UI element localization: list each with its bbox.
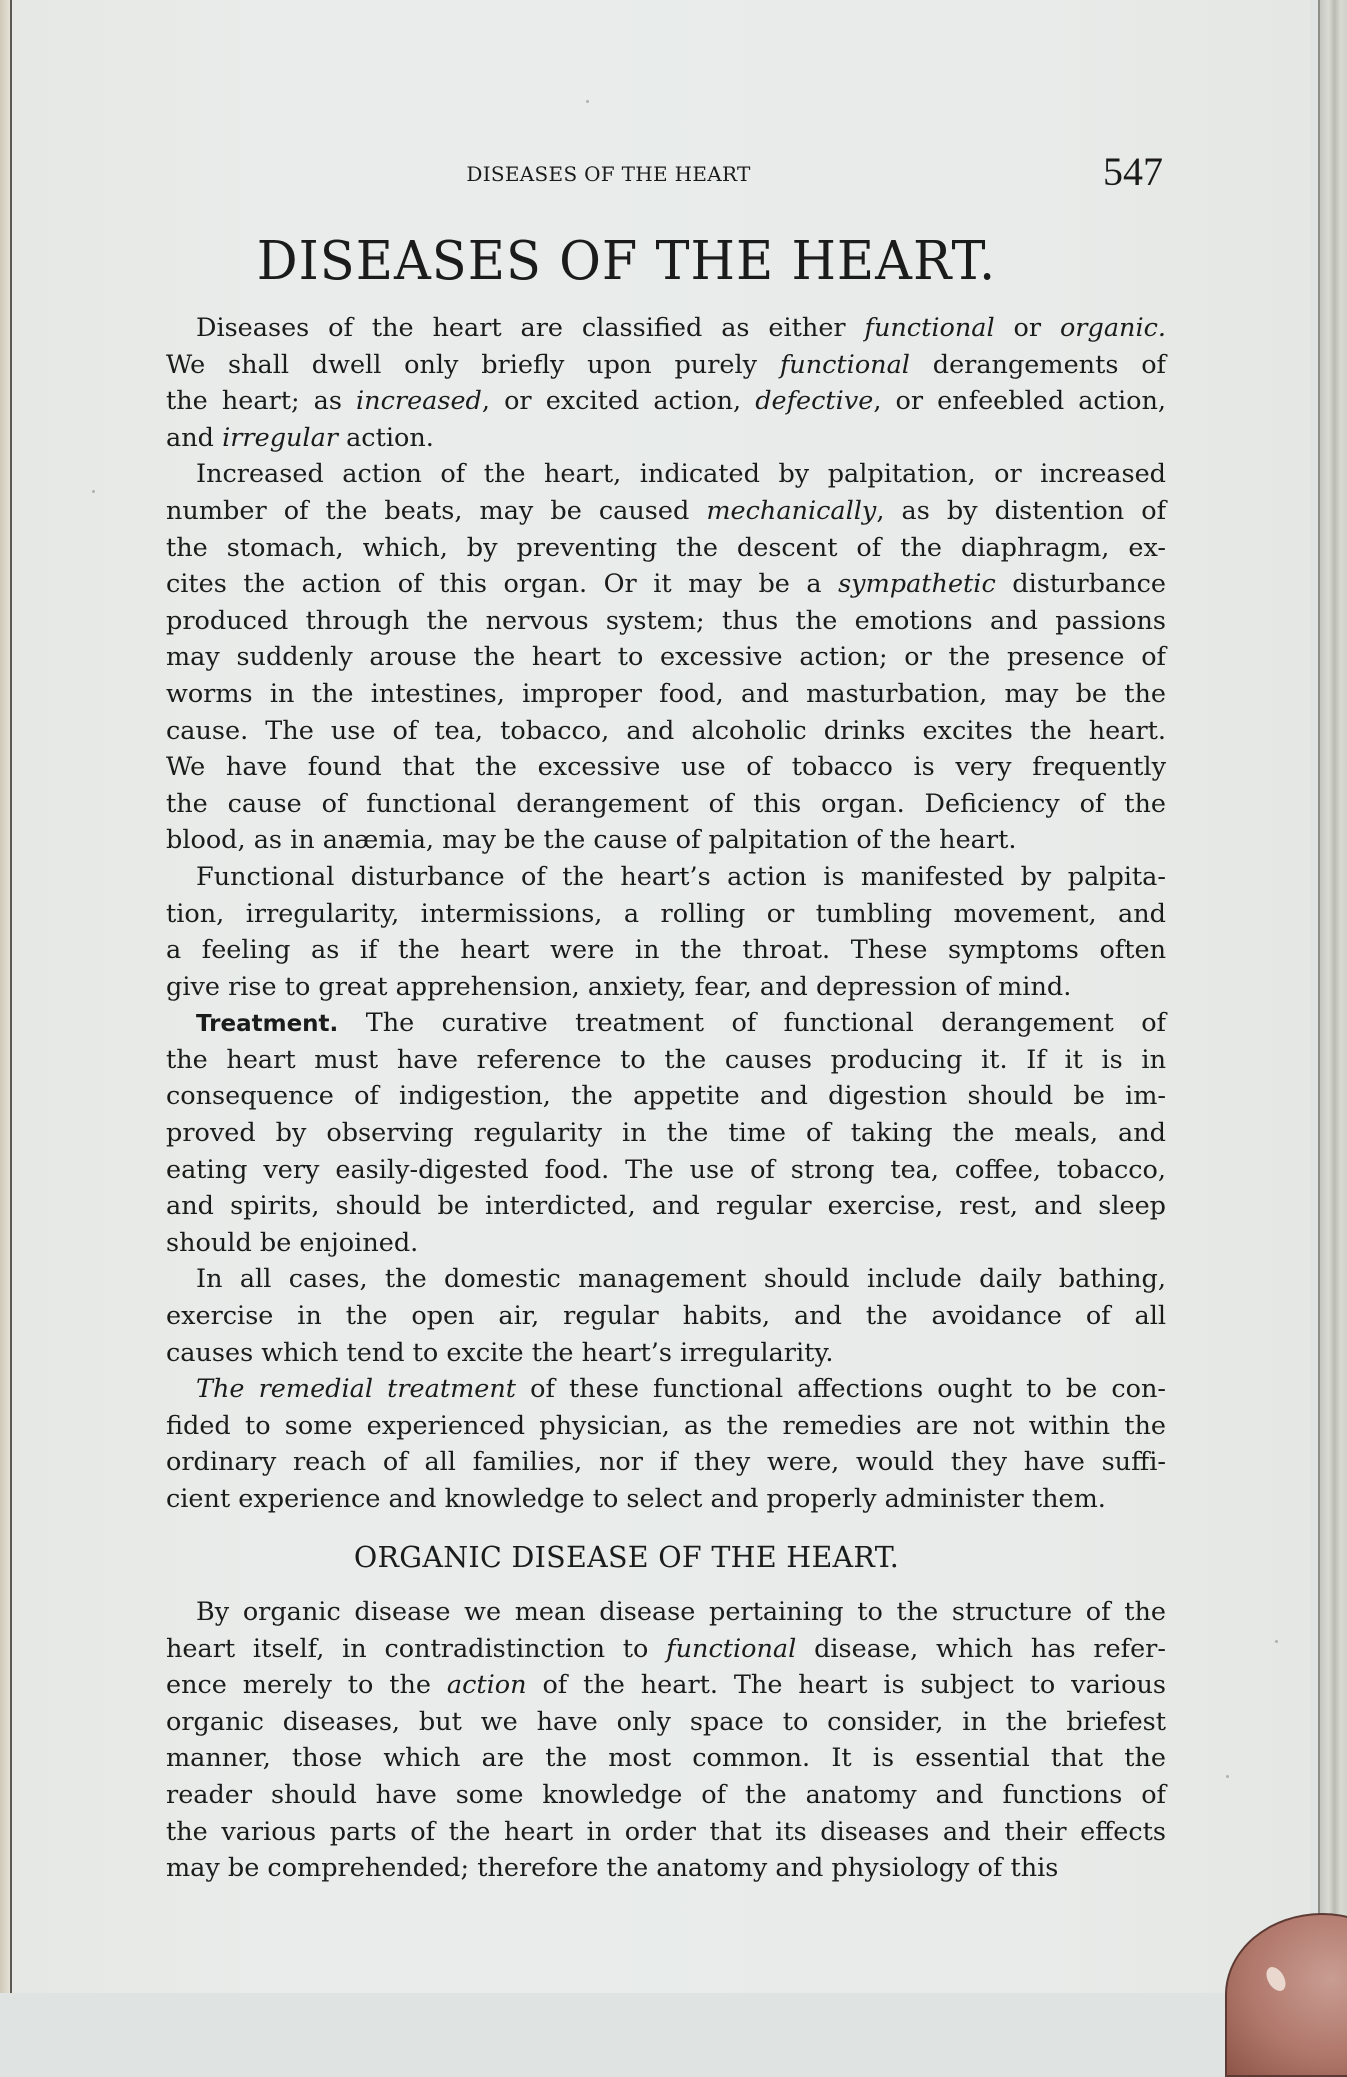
text-line bbox=[166, 822, 1166, 859]
text-line bbox=[166, 676, 1166, 713]
paragraph bbox=[166, 1005, 1166, 1261]
text-run: cause. The use of tea, tobacco, and alcoholic drinks excites the heart. bbox=[166, 715, 1166, 746]
paragraph bbox=[166, 310, 1166, 456]
text-line bbox=[166, 493, 1166, 530]
italic-text: mechanically bbox=[706, 495, 877, 526]
text-run: ordinary reach of all families, nor if they were, would they have suffi- bbox=[166, 1447, 1166, 1478]
text-run: heart itself, in contradistinction to bbox=[166, 1633, 667, 1664]
italic-text: The remedial treatment bbox=[196, 1374, 517, 1405]
text-run: the heart must have reference to the causes producing it. If it is in bbox=[166, 1044, 1166, 1075]
running-head: DISEASES OF THE HEART bbox=[466, 162, 751, 186]
text-line bbox=[166, 1152, 1166, 1189]
text-run: organic diseases, but we have only space to consider, in the briefest bbox=[166, 1706, 1166, 1737]
text-line bbox=[166, 1115, 1166, 1152]
text-run: of these functional affections ought to be con- bbox=[516, 1374, 1166, 1405]
text-line bbox=[166, 969, 1166, 1006]
text-run: the cause of functional derangement of this organ. Deficiency of the bbox=[166, 788, 1166, 819]
text-line bbox=[166, 896, 1166, 933]
text-line bbox=[166, 1850, 1166, 1887]
text-run: ence merely to the bbox=[166, 1670, 447, 1701]
text-line bbox=[166, 347, 1166, 384]
text-run: cites the action of this organ. Or it may be a bbox=[166, 569, 839, 600]
italic-text: irregular bbox=[222, 422, 338, 453]
text-line bbox=[166, 932, 1166, 969]
text-line bbox=[166, 713, 1166, 750]
paper-speck bbox=[92, 490, 95, 493]
text-line bbox=[166, 1408, 1166, 1445]
text-line bbox=[166, 1481, 1166, 1518]
text-line bbox=[166, 1225, 1166, 1262]
paragraph bbox=[166, 456, 1166, 859]
text-run: manner, those which are the most common. It is essential that the bbox=[166, 1743, 1166, 1774]
text-run: In all cases, the domestic management should include daily bathing, bbox=[196, 1264, 1166, 1295]
text-run: consequence of indigestion, the appetite and digestion should be im- bbox=[166, 1081, 1166, 1112]
functional-section-body bbox=[166, 310, 1166, 1518]
text-run: eating very easily-digested food. The use of strong tea, coffee, tobacco, bbox=[166, 1154, 1166, 1185]
text-run: the stomach, which, by preventing the descent of the diaphragm, ex- bbox=[166, 532, 1166, 563]
text-run: derangements of bbox=[909, 349, 1166, 380]
italic-text: organic. bbox=[1059, 313, 1166, 343]
page-gutter-left bbox=[0, 0, 12, 1993]
text-line bbox=[166, 530, 1166, 567]
text-run: cient experience and knowledge to select and properly administer them. bbox=[166, 1484, 1106, 1514]
text-line bbox=[166, 566, 1166, 603]
text-run: number of the beats, may be caused bbox=[166, 495, 707, 526]
paper-speck bbox=[586, 100, 589, 103]
text-run: We shall dwell only briefly upon purely bbox=[166, 349, 780, 380]
text-run: worms in the intestines, improper food, and masturbation, may be the bbox=[166, 678, 1166, 709]
run-in-heading: Treatment. bbox=[196, 1011, 339, 1038]
paragraph bbox=[166, 1594, 1166, 1887]
italic-text: functional bbox=[779, 349, 910, 380]
text-run: exercise in the open air, regular habits, and the avoidance of all bbox=[166, 1301, 1166, 1332]
paragraph bbox=[166, 1261, 1166, 1371]
text-run: should be enjoined. bbox=[166, 1227, 419, 1258]
text-line bbox=[166, 1042, 1166, 1079]
text-line bbox=[166, 1005, 1166, 1042]
text-run: The curative treatment of functional derangement of bbox=[338, 1008, 1166, 1039]
text-line bbox=[166, 1261, 1166, 1298]
text-line bbox=[166, 1704, 1166, 1741]
text-line bbox=[166, 603, 1166, 640]
text-line bbox=[166, 1777, 1166, 1814]
paragraph bbox=[166, 1371, 1166, 1517]
text-run: Increased action of the heart, indicated by palpitation, or increased bbox=[196, 459, 1166, 490]
text-run: produced through the nervous system; thus the emotions and passions bbox=[166, 605, 1166, 636]
text-run: of the heart. The heart is subject to various bbox=[526, 1670, 1166, 1701]
italic-text: action bbox=[446, 1670, 527, 1701]
text-run: , as by distention of bbox=[876, 495, 1167, 526]
text-run: By organic disease we mean disease pertaining to the structure of the bbox=[196, 1597, 1166, 1627]
page-edge-right bbox=[1318, 0, 1347, 1993]
text-line bbox=[166, 1188, 1166, 1225]
text-line bbox=[166, 456, 1166, 493]
paper-speck bbox=[1226, 1775, 1229, 1778]
text-run: , or excited action, bbox=[481, 386, 756, 417]
section-title-organic: ORGANIC DISEASE OF THE HEART. bbox=[353, 1541, 900, 1574]
text-line bbox=[166, 786, 1166, 823]
text-line bbox=[166, 1631, 1166, 1668]
italic-text: functional bbox=[666, 1633, 797, 1664]
text-line bbox=[166, 420, 1166, 457]
text-run: Diseases of the heart are classified as either bbox=[196, 313, 865, 343]
text-run: the various parts of the heart in order that its diseases and their effects bbox=[166, 1816, 1166, 1847]
text-run: tion, irregularity, intermissions, a rolling or tumbling movement, and bbox=[166, 898, 1166, 929]
text-line bbox=[166, 1298, 1166, 1335]
text-run: and bbox=[166, 422, 223, 453]
text-line bbox=[166, 859, 1166, 896]
text-run: may suddenly arouse the heart to excessive action; or the presence of bbox=[166, 642, 1166, 673]
text-run: and spirits, should be interdicted, and regular exercise, rest, and sleep bbox=[166, 1191, 1166, 1222]
text-run: We have found that the excessive use of tobacco is very frequently bbox=[166, 752, 1166, 783]
paragraph bbox=[166, 859, 1166, 1005]
text-line bbox=[166, 749, 1166, 786]
organic-section-body bbox=[166, 1594, 1166, 1887]
italic-text: sympathetic bbox=[838, 569, 996, 600]
text-run: blood, as in anæmia, may be the cause of palpitation of the heart. bbox=[166, 825, 1017, 856]
text-line bbox=[166, 1078, 1166, 1115]
text-run: the heart; as bbox=[166, 386, 357, 417]
page-number: 547 bbox=[1103, 149, 1163, 194]
text-run: give rise to great apprehension, anxiety, fear, and depression of mind. bbox=[166, 971, 1072, 1002]
text-line bbox=[166, 1814, 1166, 1851]
paper-speck bbox=[1275, 1640, 1278, 1643]
text-run: causes which tend to excite the heart’s irregularity. bbox=[166, 1337, 834, 1368]
italic-text: functional bbox=[864, 313, 995, 343]
text-run: a feeling as if the heart were in the throat. These symptoms often bbox=[166, 935, 1166, 966]
text-run: fided to some experienced physician, as the remedies are not within the bbox=[166, 1410, 1166, 1441]
text-run: proved by observing regularity in the time of taking the meals, and bbox=[166, 1118, 1166, 1149]
text-line bbox=[166, 1740, 1166, 1777]
text-run: Functional disturbance of the heart’s action is manifested by palpita- bbox=[196, 861, 1166, 892]
text-line bbox=[166, 1444, 1166, 1481]
text-run: action. bbox=[337, 422, 434, 453]
text-line bbox=[166, 1371, 1166, 1408]
italic-text: defective bbox=[755, 386, 874, 417]
text-line bbox=[166, 1335, 1166, 1372]
text-line bbox=[166, 383, 1166, 420]
italic-text: increased bbox=[356, 386, 482, 417]
text-line bbox=[166, 639, 1166, 676]
chapter-title: DISEASES OF THE HEART. bbox=[256, 230, 997, 293]
text-line bbox=[166, 1594, 1166, 1631]
text-run: , or enfeebled action, bbox=[873, 386, 1166, 417]
text-run: or bbox=[994, 313, 1060, 343]
text-run: may be comprehended; therefore the anatomy and physiology of this bbox=[166, 1853, 1059, 1884]
text-run: reader should have some knowledge of the anatomy and functions of bbox=[166, 1779, 1166, 1810]
text-run: disease, which has refer- bbox=[796, 1633, 1166, 1664]
text-line bbox=[166, 310, 1166, 347]
text-run: disturbance bbox=[995, 569, 1166, 600]
text-line bbox=[166, 1667, 1166, 1704]
